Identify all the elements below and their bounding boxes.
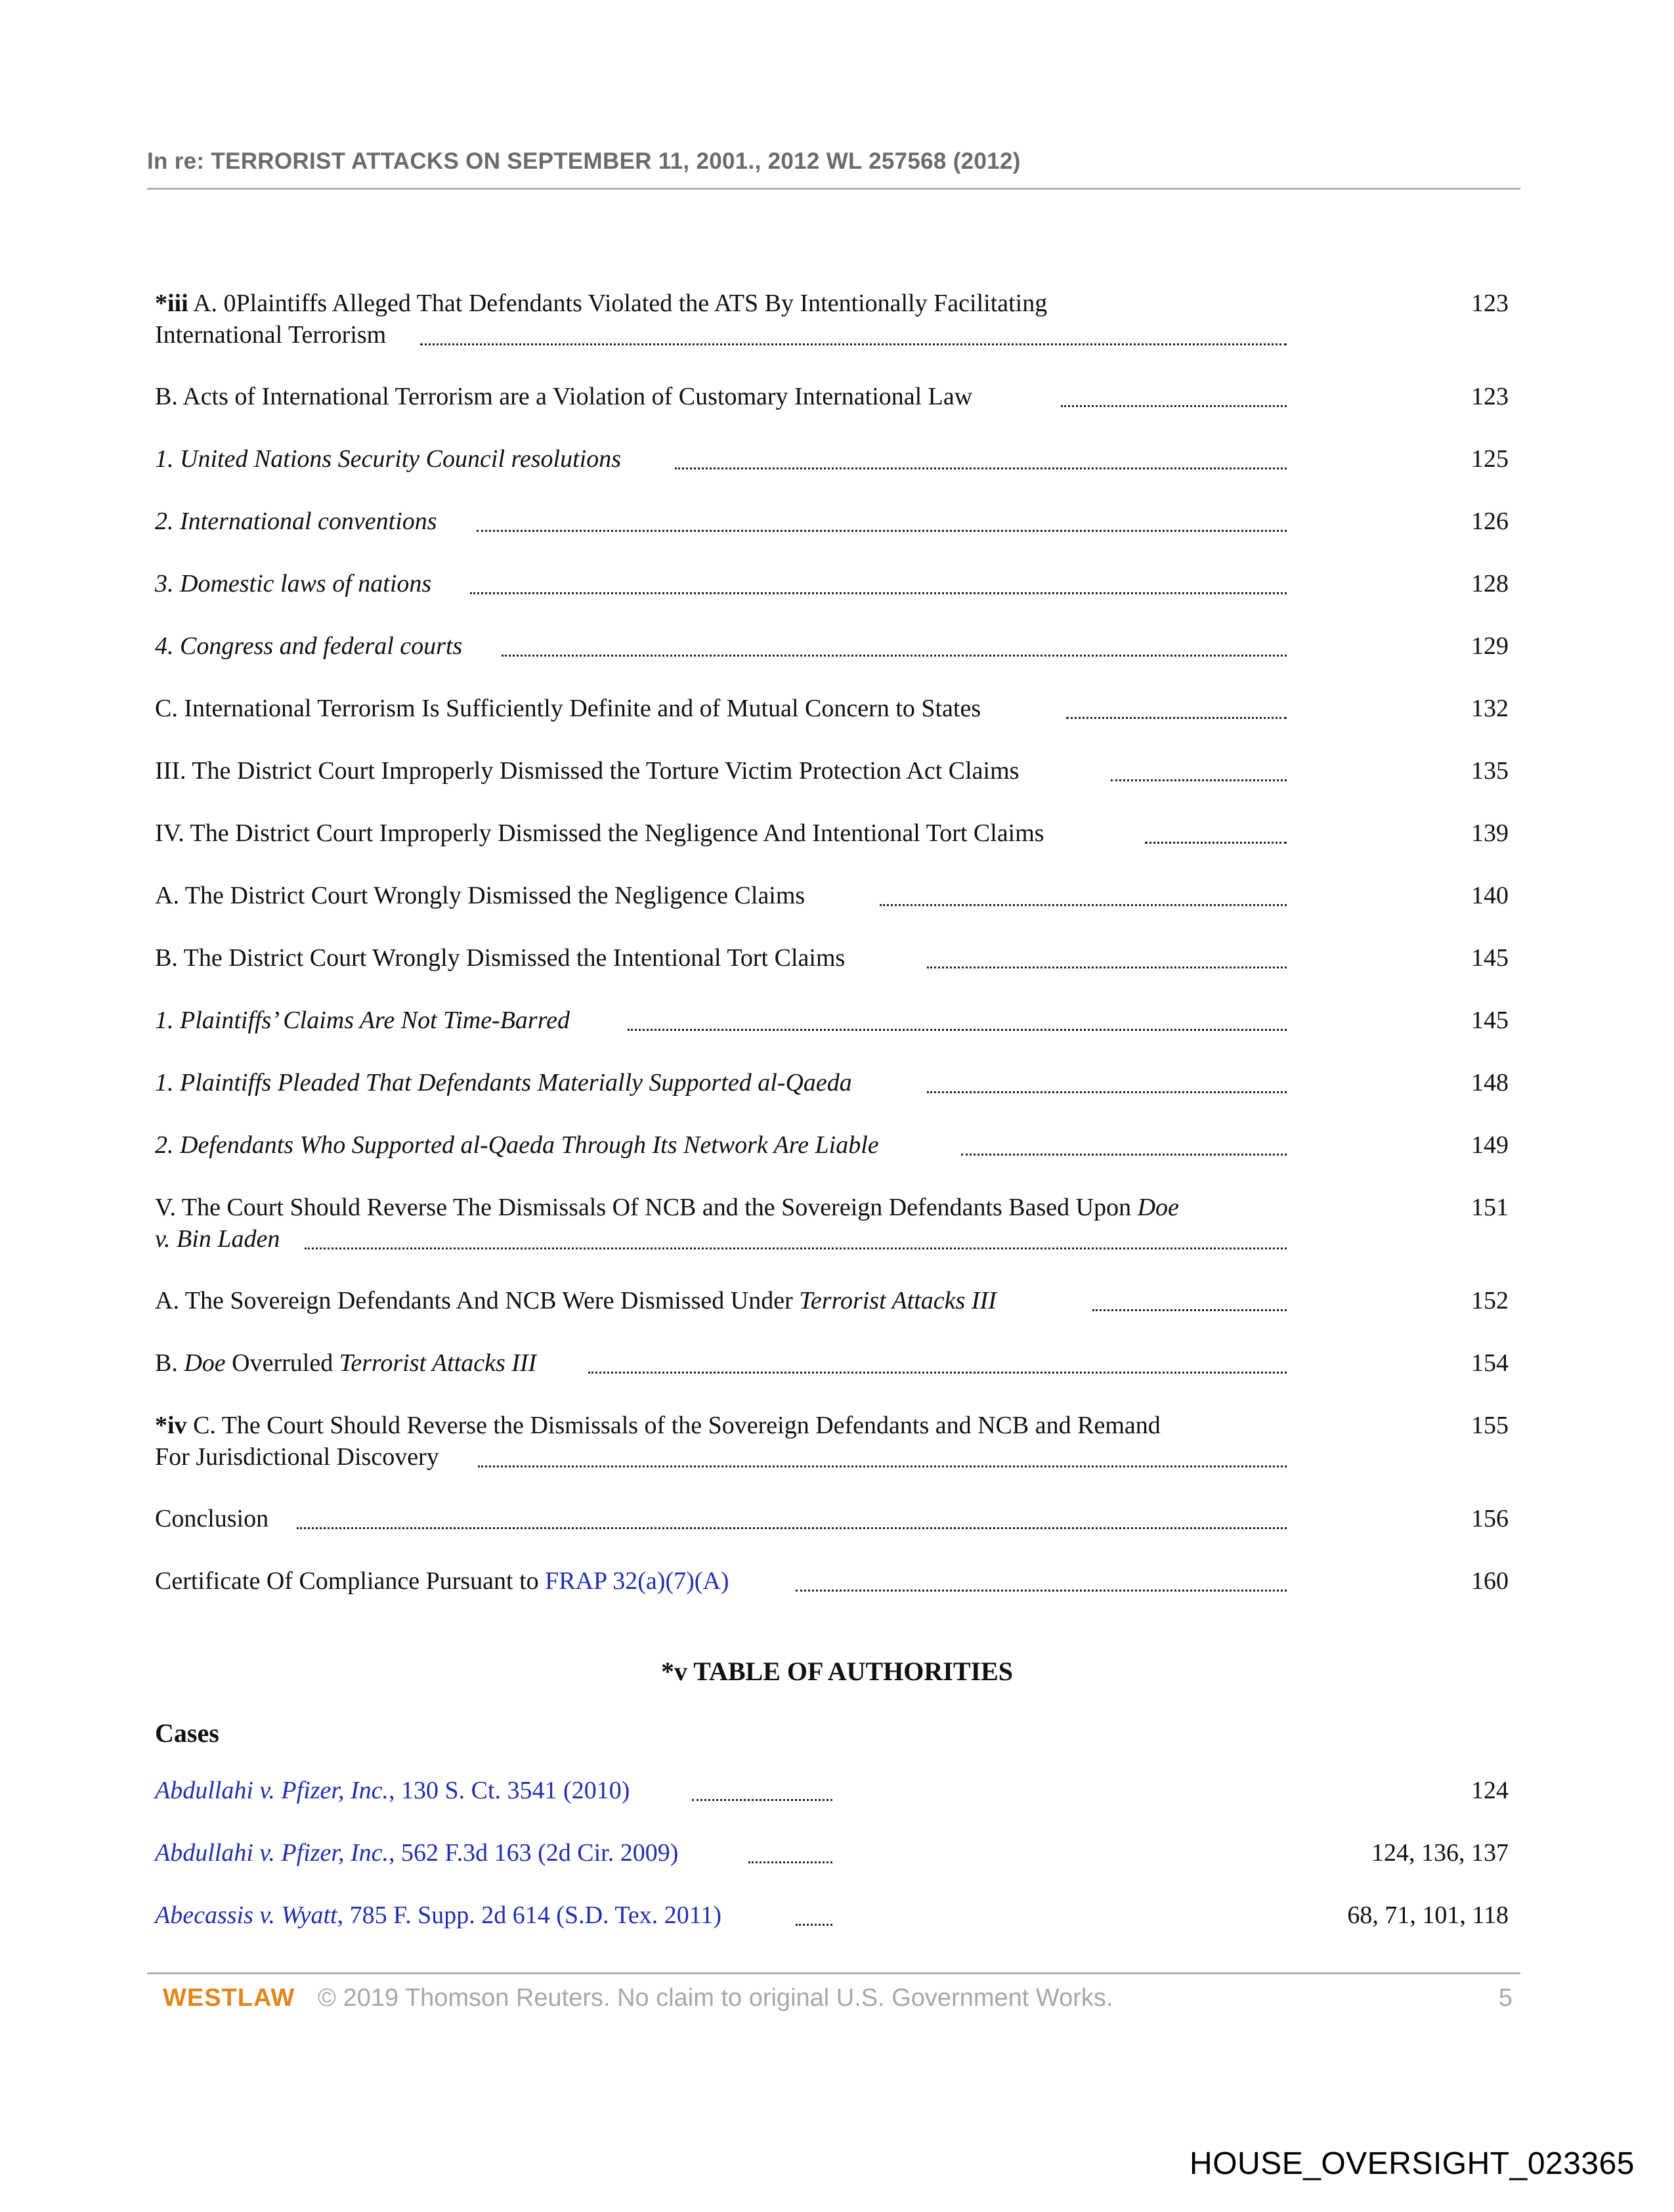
toc-entry [155,1285,1514,1316]
toc-page-number: 145 [1471,1007,1509,1034]
dot-leader [1066,717,1287,719]
dot-leader [502,655,1287,657]
case-citation-link[interactable]: , 562 F.3d 163 (2d Cir. 2009) [389,1839,679,1867]
copyright-notice: © 2019 Thomson Reuters. No claim to original U.S. Government Works. [318,1984,1113,2012]
toc-page-number: 145 [1471,944,1509,972]
toc-entry-text-mid: Overruled [225,1349,339,1377]
toc-entry [155,1410,1514,1473]
toc-entry [155,1129,1514,1161]
case-page-numbers: 68, 71, 101, 118 [1347,1901,1509,1929]
dot-leader [927,966,1287,968]
toc-page-number: 140 [1471,882,1509,909]
toc-page-number: 148 [1471,1069,1509,1096]
dot-leader [796,1590,1287,1592]
toc-entry-text: 2. International conventions [155,508,437,535]
toc-page-number: 154 [1471,1349,1509,1377]
toc-entry-text: 1. United Nations Security Council resolutions [155,445,621,473]
toc-entry [155,443,1514,475]
toc-entry-text: V. The Court Should Reverse The Dismissals Of NCB and the Sovereign Defendants Based Upon [155,1194,1138,1221]
dot-leader [961,1154,1287,1156]
toc-entry-text: A. The District Court Wrongly Dismissed the Negligence Claims [155,882,805,909]
dot-leader [628,1029,1287,1031]
toc-entry [155,1192,1514,1255]
toc-entry [155,942,1514,974]
toc-entry-text-continued: International Terrorism [155,321,387,349]
toc-entry-text: IV. The District Court Improperly Dismissed the Negligence And Intentional Tort Claims [155,819,1044,847]
case-citation-link[interactable]: , 785 F. Supp. 2d 614 (S.D. Tex. 2011) [337,1901,721,1929]
bates-number: HOUSE_OVERSIGHT_023365 [1190,2146,1635,2181]
toc-entry [155,817,1514,849]
toc-entry-text: 1. Plaintiffs Pleaded That Defendants Materially Supported al-Qaeda [155,1069,852,1096]
toc-page-number: 156 [1471,1505,1509,1532]
toc-page-number: 149 [1471,1131,1509,1159]
case-page-numbers: 124, 136, 137 [1371,1839,1509,1867]
dot-leader [477,530,1287,532]
toc-entry-text: Certificate Of Compliance Pursuant to [155,1567,546,1595]
toc-page-number: 152 [1471,1287,1509,1314]
dot-leader [588,1372,1287,1374]
page-header: In re: TERRORIST ATTACKS ON SEPTEMBER 11, 2001., 2012 WL 257568 (2012) [147,148,1021,174]
toc-entry-text: 2. Defendants Who Supported al-Qaeda Through Its Network Are Liable [155,1131,879,1159]
toc-entry [155,1503,1514,1534]
westlaw-logo: WESTLAW [163,1984,295,2012]
dot-leader [927,1091,1287,1093]
toc-entry-text: Conclusion [155,1505,269,1532]
toc-entry [155,630,1514,662]
dot-leader [675,467,1287,469]
dot-leader [420,343,1287,345]
toc-entry [155,1067,1514,1098]
dot-leader [1111,779,1287,781]
case-name-link[interactable]: Abdullahi v. Pfizer, Inc. [155,1839,389,1867]
dot-leader [880,904,1287,906]
toc-entry-italic: Terrorist Attacks III [799,1287,997,1314]
dot-leader [297,1527,1287,1529]
dot-leader [305,1247,1287,1249]
toc-page-number: 135 [1471,757,1509,785]
toc-page-number: 123 [1471,383,1509,410]
toc-entry-italic-2: Terrorist Attacks III [339,1349,537,1377]
toc-page-number: 128 [1471,570,1509,597]
toc-entry-text: B. [155,1349,184,1377]
toc-page-number: 160 [1471,1567,1509,1595]
toc-entry-italic: Doe [1137,1194,1179,1221]
toc-entry-text: C. International Terrorism Is Sufficiently Definite and of Mutual Concern to States [155,695,981,722]
toc-entry-text: B. The District Court Wrongly Dismissed the Intentional Tort Claims [155,944,846,972]
table-of-authorities-heading: *v TABLE OF AUTHORITIES [660,1657,1014,1686]
dot-leader [692,1799,832,1801]
toc-page-number: 151 [1471,1194,1509,1221]
toc-entry-text: 4. Congress and federal courts [155,632,463,660]
toc-page-number: 123 [1471,290,1509,317]
toc-entry [155,381,1514,412]
case-citation-link[interactable]: , 130 S. Ct. 3541 (2010) [389,1777,630,1804]
frap-citation-link[interactable]: FRAP 32(a)(7)(A) [545,1567,729,1595]
toc-page-number: 125 [1471,445,1509,473]
toc-entry-text: A. The Sovereign Defendants And NCB Were Dismissed Under [155,1287,800,1314]
dot-leader [796,1924,832,1926]
toc-page-number: 132 [1471,695,1509,722]
dot-leader [1145,842,1287,844]
toc-entry [155,568,1514,599]
dot-leader [470,592,1287,594]
toc-page-number: 129 [1471,632,1509,660]
toc-entry-text-continued: For Jurisdictional Discovery [155,1443,439,1471]
toc-page-number: 139 [1471,819,1509,847]
toc-entry-text: C. The Court Should Reverse the Dismissals of the Sovereign Defendants and NCB and Remand [193,1412,1161,1439]
case-name-link[interactable]: Abdullahi v. Pfizer, Inc. [155,1777,389,1804]
star-page-marker: *iii [155,290,188,317]
dot-leader [1092,1309,1287,1311]
dot-leader [478,1465,1287,1467]
toc-entry [155,1005,1514,1036]
toc-page-number: 126 [1471,508,1509,535]
star-page-marker: *iv [155,1412,187,1439]
toc-entry [155,755,1514,787]
toc-entry [155,693,1514,724]
case-name-link[interactable]: Abecassis v. Wyatt [155,1901,337,1929]
page-footer [163,1983,1515,2020]
toc-entry-text-continued: v. Bin Laden [155,1225,280,1253]
toc-entry-text: 1. Plaintiffs’ Claims Are Not Time-Barred [155,1007,570,1034]
toc-entry [155,1565,1514,1597]
footer-divider [147,1972,1520,1974]
toc-entry-text: 3. Domestic laws of nations [155,570,432,597]
case-page-numbers: 124 [1471,1777,1509,1804]
footer-page-number: 5 [1498,1984,1513,2012]
header-divider [147,188,1520,190]
toc-entry-text: A. 0Plaintiffs Alleged That Defendants Violated the ATS By Intentionally Facilitating [193,290,1048,317]
toc-entry [155,288,1514,351]
toc-entry [155,506,1514,537]
cases-heading: Cases [155,1718,219,1748]
dot-leader [748,1861,832,1863]
toc-entry-italic: Doe [184,1349,226,1377]
dot-leader [1061,405,1287,407]
toc-page-number: 155 [1471,1412,1509,1439]
toc-entry [155,1347,1514,1379]
toc-entry [155,880,1514,911]
toc-entry-text: III. The District Court Improperly Dismissed the Torture Victim Protection Act Claims [155,757,1019,785]
toc-entry-text: B. Acts of International Terrorism are a Violation of Customary International Law [155,383,973,410]
